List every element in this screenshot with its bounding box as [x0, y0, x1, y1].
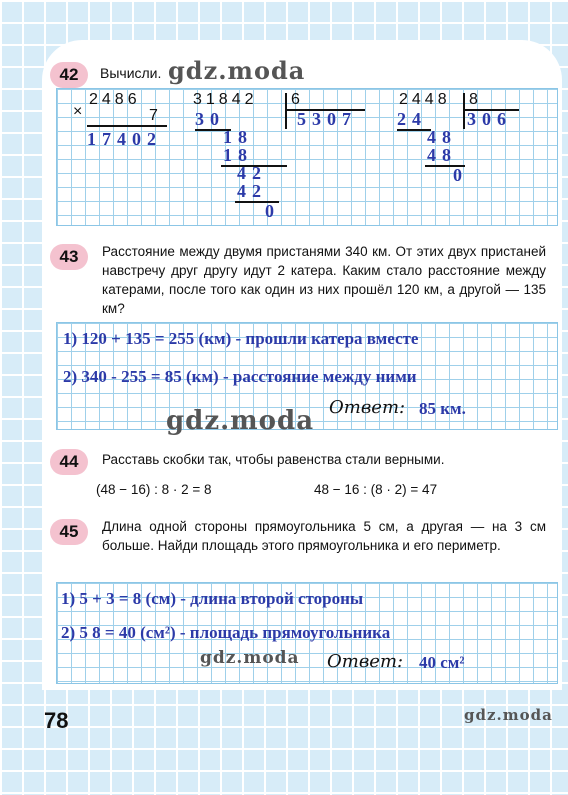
task-number-badge: 43 [50, 244, 88, 270]
task-prompt: Вычисли. [100, 65, 162, 81]
solution-line-2: 2) 340 - 255 = 85 (км) - расстояние между ними [63, 367, 417, 386]
subtrahend-2b: 48 [427, 145, 457, 165]
divisor-2: 8 [469, 91, 482, 108]
calculation-grid [56, 88, 558, 226]
multiplicand: 2486 [89, 91, 141, 108]
quotient-2: 306 [467, 109, 512, 129]
multiply-line [87, 125, 167, 127]
solution-line-1: 1) 5 + 3 = 8 (см) - длина второй стороны [61, 589, 364, 608]
watermark: gdz.moda [168, 56, 306, 85]
remainder-final-1: 0 [265, 201, 280, 221]
answer-label: Ответ: [329, 397, 406, 418]
quotient-1: 5307 [297, 109, 357, 129]
remainder-2a: 48 [427, 127, 457, 147]
dividend-2: 2448 [399, 91, 451, 108]
multiply-result: 17402 [87, 129, 162, 149]
task-number-badge: 42 [50, 62, 88, 88]
division-bar-2 [463, 93, 465, 129]
sub-line [397, 129, 431, 131]
solution-line-1: 1) 120 + 135 = 255 (км) - прошли катера вместе [63, 329, 419, 348]
page-number: 78 [44, 708, 69, 733]
answer-value: 85 км. [419, 399, 466, 418]
subtrahend-2: 18 [223, 145, 253, 165]
subtrahend-2a: 24 [397, 109, 427, 129]
equation-1: (48 − 16) : 8 · 2 = 8 [96, 482, 212, 497]
answer-value: 40 см² [419, 653, 465, 672]
remainder-final-2: 0 [453, 165, 468, 185]
solution-line-2: 2) 5 8 = 40 (см²) - площадь прямоугольника [61, 623, 391, 642]
watermark: gdz.moda [166, 406, 315, 436]
subtrahend-1: 30 [195, 109, 225, 129]
remainder-2: 42 [237, 163, 267, 183]
task-text: Расставь скобки так, чтобы равенства стали верными. [102, 452, 445, 467]
subtrahend-3: 42 [237, 181, 267, 201]
remainder-1: 18 [223, 127, 253, 147]
multiplier: 7 [149, 107, 162, 124]
watermark: gdz.moda [464, 706, 553, 724]
watermark: gdz.moda [200, 648, 300, 668]
task-text: Длина одной стороны прямоугольника 5 см, а другая — на 3 см больше. Найди площадь этого прямоугольника и его периметр. [102, 519, 546, 553]
equation-2: 48 − 16 : (8 · 2) = 47 [314, 482, 438, 497]
division-bar-1 [285, 93, 287, 129]
task-number-badge: 44 [50, 449, 88, 475]
task-text: Расстояние между двумя пристанями 340 км. От этих двух пристаней навстречу друг другу идут 2 катера. Каким стало расстояние между катерами, после того как один из них прошёл 120 км, а другой — 135 км? [102, 244, 546, 316]
divisor-1: 6 [291, 91, 304, 108]
task-number-badge: 45 [50, 519, 88, 545]
multiply-sign: × [73, 103, 87, 120]
solution-grid [56, 582, 558, 684]
answer-label: Ответ: [327, 651, 404, 672]
dividend-1: 31842 [193, 91, 258, 108]
